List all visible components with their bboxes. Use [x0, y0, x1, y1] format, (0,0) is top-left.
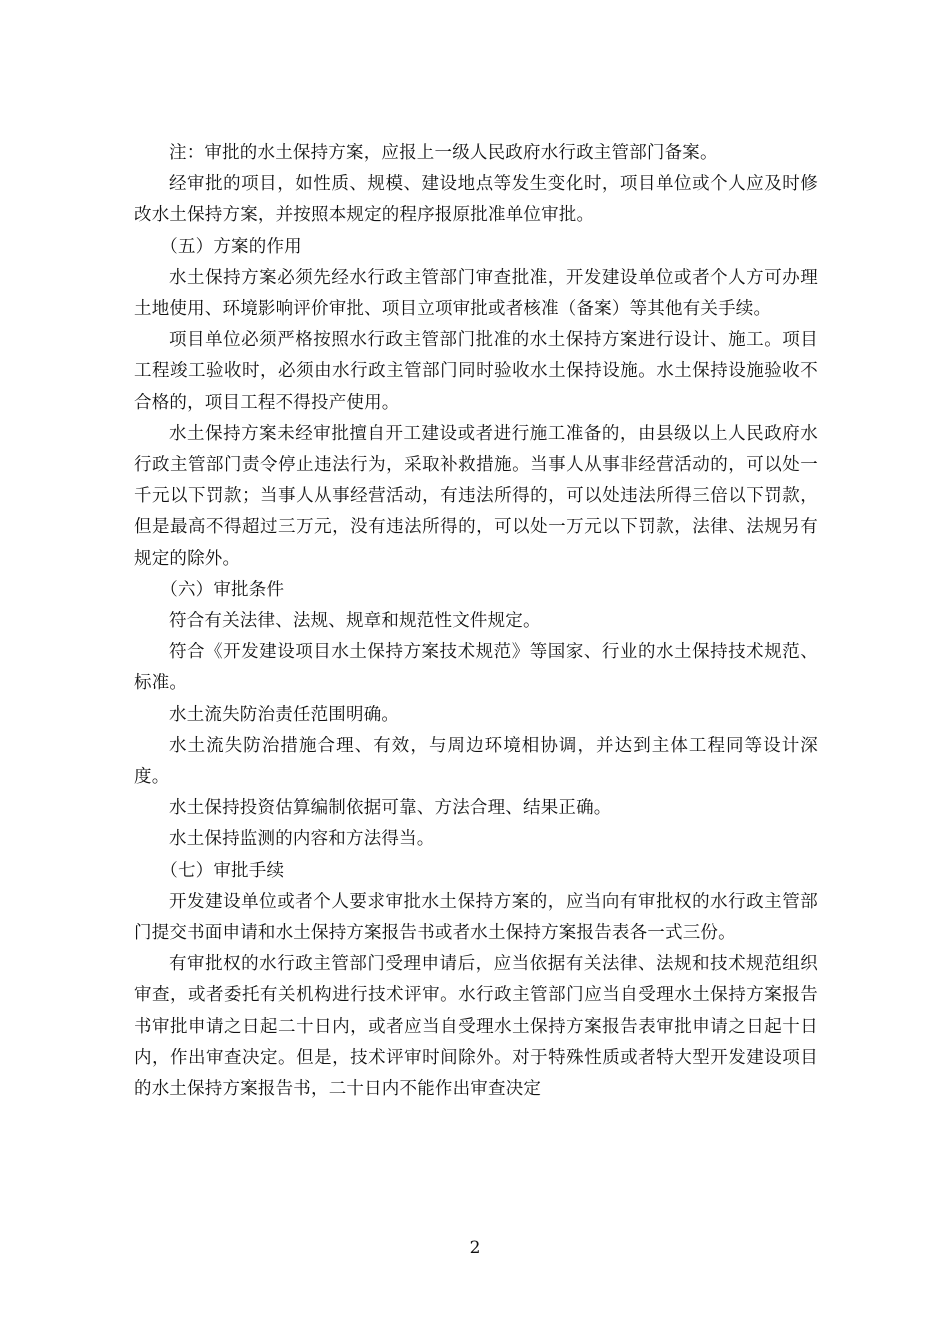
- section-heading: （七）审批手续: [160, 860, 285, 881]
- section-heading: （六）审批条件: [160, 579, 285, 600]
- paragraph: 项目单位必须严格按照水行政主管部门批准的水土保持方案进行设计、施工。项目工程竣工验收时，必须由水行政主管部门同时验收水土保持设施。水土保持设施验收不合格的，项目工程不得投产使用。: [134, 330, 818, 413]
- paragraph: 水土保持方案未经审批擅自开工建设或者进行施工准备的，由县级以上人民政府水行政主管部门责令停止违法行为，采取补救措施。当事人从事非经营活动的，可以处一千元以下罚款；当事人从事经营活动，有违法所得的，可以处违法所得三倍以下罚款，但是最高不得超过三万元，没有违法所得的，可以处一万元以下罚款，法律、法规另有规定的除外。: [134, 423, 818, 569]
- paragraph-note: 注：审批的水土保持方案，应报上一级人民政府水行政主管部门备案。: [169, 143, 718, 163]
- paragraph: 水土流失防治措施合理、有效，与周边环境相协调，并达到主体工程同等设计深度。: [134, 735, 818, 788]
- paragraph: 有审批权的水行政主管部门受理申请后，应当依据有关法律、法规和技术规范组织审查，或者委托有关机构进行技术评审。水行政主管部门应当自受理水土保持方案报告书审批申请之日起二十日内，或者应当自受理水土保持方案报告表审批申请之日起十日内，作出审查决定。但是，技术评审时间除外。对于特殊性质或者特大型开发建设项目的水土保持方案报告书，二十日内不能作出审查决定: [134, 954, 818, 1100]
- paragraph: 水土保持方案必须先经水行政主管部门审查批准，开发建设单位或者个人方可办理土地使用、环境影响评价审批、项目立项审批或者核准（备案）等其他有关手续。: [134, 267, 818, 320]
- paragraph: 水土保持投资估算编制依据可靠、方法合理、结果正确。: [169, 798, 612, 819]
- paragraph: 符合有关法律、法规、规章和规范性文件规定。: [169, 611, 541, 632]
- paragraph: 水土流失防治责任范围明确。: [169, 704, 400, 725]
- page-number: 2: [469, 1238, 481, 1258]
- paragraph: 水土保持监测的内容和方法得当。: [169, 829, 435, 850]
- paragraph: 开发建设单位或者个人要求审批水土保持方案的，应当向有审批权的水行政主管部门提交书面申请和水土保持方案报告书或者水土保持方案报告表各一式三份。: [134, 891, 818, 944]
- paragraph: 符合《开发建设项目水土保持方案技术规范》等国家、行业的水土保持技术规范、标准。: [134, 642, 818, 694]
- section-heading: （五）方案的作用: [160, 236, 302, 257]
- document-body: [134, 138, 818, 1105]
- paragraph: 经审批的项目，如性质、规模、建设地点等发生变化时，项目单位或个人应及时修改水土保持方案，并按照本规定的程序报原批准单位审批。: [134, 174, 818, 226]
